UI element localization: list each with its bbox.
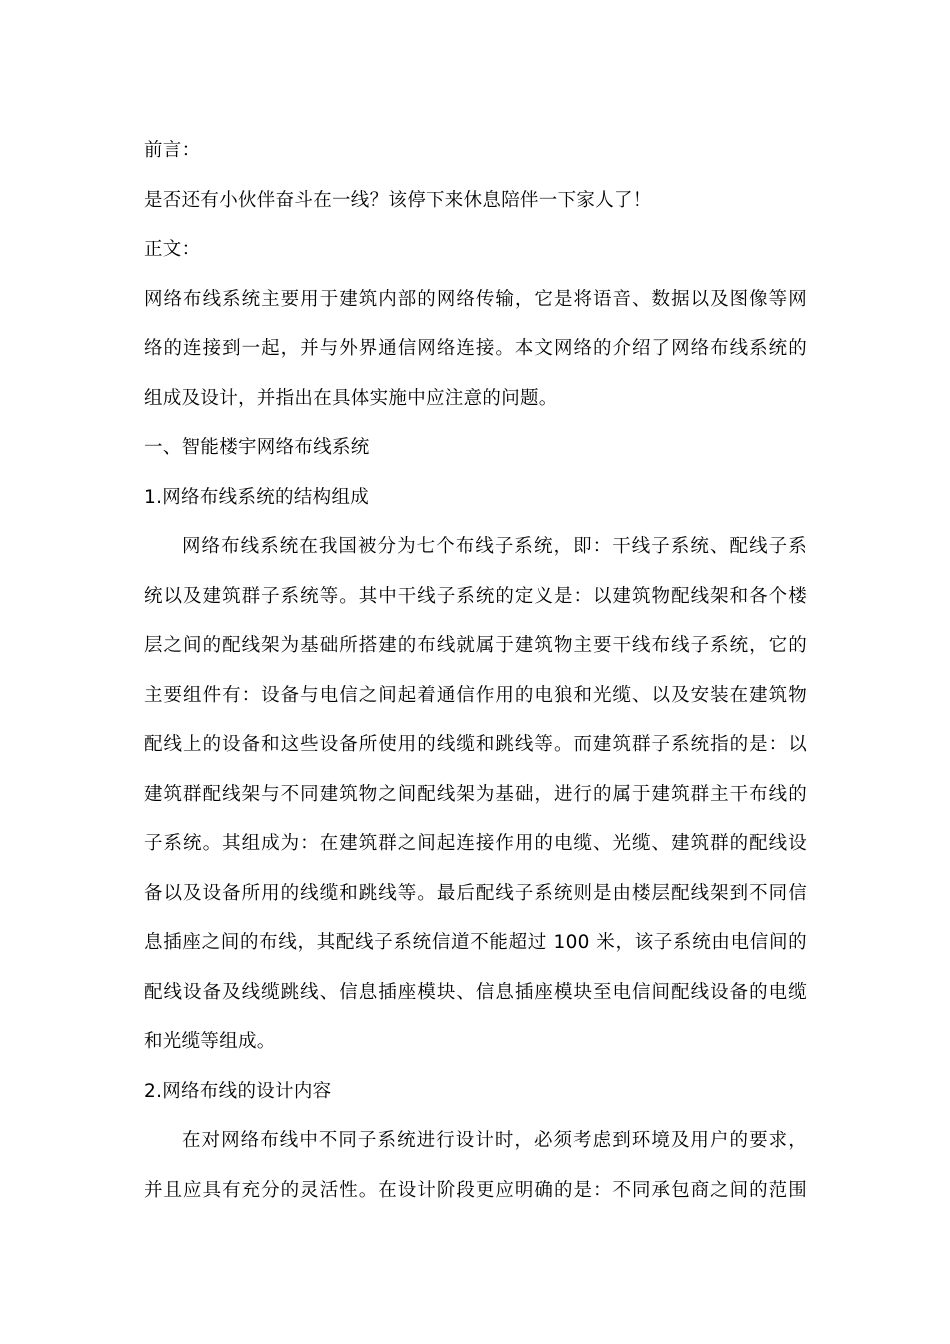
document-page — [144, 126, 807, 1215]
paragraph-line: 主要组件有：设备与电信之间起着通信作用的电狼和光缆、以及安装在建筑物 — [144, 684, 807, 706]
section-1-heading: 一、智能楼宇网络布线系统 — [144, 437, 370, 458]
paragraph-line: 配线上的设备和这些设备所使用的线缆和跳线等。而建筑群子系统指的是：以 — [144, 734, 807, 755]
paragraph-line: 备以及设备所用的线缆和跳线等。最后配线子系统则是由楼层配线架到不同信 — [144, 882, 807, 904]
paragraph-line: 和光缆等组成。 — [144, 1031, 276, 1052]
paragraph-line: 层之间的配线架为基础所搭建的布线就属于建筑物主要干线布线子系统，它的 — [144, 635, 807, 656]
preface-text: 是否还有小伙伴奋斗在一线？该停下来休息陪伴一下家人了！ — [144, 189, 652, 211]
intro-line: 网络布线系统主要用于建筑内部的网络传输，它是将语音、数据以及图像等网 — [144, 288, 807, 310]
paragraph-line: 并且应具有充分的灵活性。在设计阶段更应明确的是：不同承包商之间的范围 — [144, 1179, 807, 1201]
paragraph-line: 网络布线系统在我国被分为七个布线子系统，即：干线子系统、配线子系 — [182, 536, 807, 557]
paragraph-line: 子系统。其组成为：在建筑群之间起连接作用的电缆、光缆、建筑群的配线设 — [144, 833, 807, 854]
paragraph-line: 息插座之间的布线，其配线子系统信道不能超过 100 米，该子系统由电信间的 — [144, 932, 807, 953]
subsection-2-heading: 2.网络布线的设计内容 — [144, 1080, 332, 1102]
paragraph-line: 在对网络布线中不同子系统进行设计时，必须考虑到环境及用户的要求， — [182, 1130, 807, 1151]
body-heading: 正文： — [144, 239, 201, 260]
preface-heading: 前言： — [144, 140, 201, 161]
paragraph-line: 建筑群配线架与不同建筑物之间配线架为基础，进行的属于建筑群主干布线的 — [144, 783, 807, 805]
paragraph-line: 统以及建筑群子系统等。其中干线子系统的定义是：以建筑物配线架和各个楼 — [144, 585, 807, 607]
intro-line: 组成及设计，并指出在具体实施中应注意的问题。 — [144, 387, 558, 409]
paragraph-line: 配线设备及线缆跳线、信息插座模块、信息插座模块至电信间配线设备的电缆 — [144, 981, 807, 1003]
intro-line: 络的连接到一起，并与外界通信网络连接。本文网络的介绍了网络布线系统的 — [144, 338, 807, 359]
subsection-1-heading: 1.网络布线系统的结构组成 — [144, 486, 370, 508]
